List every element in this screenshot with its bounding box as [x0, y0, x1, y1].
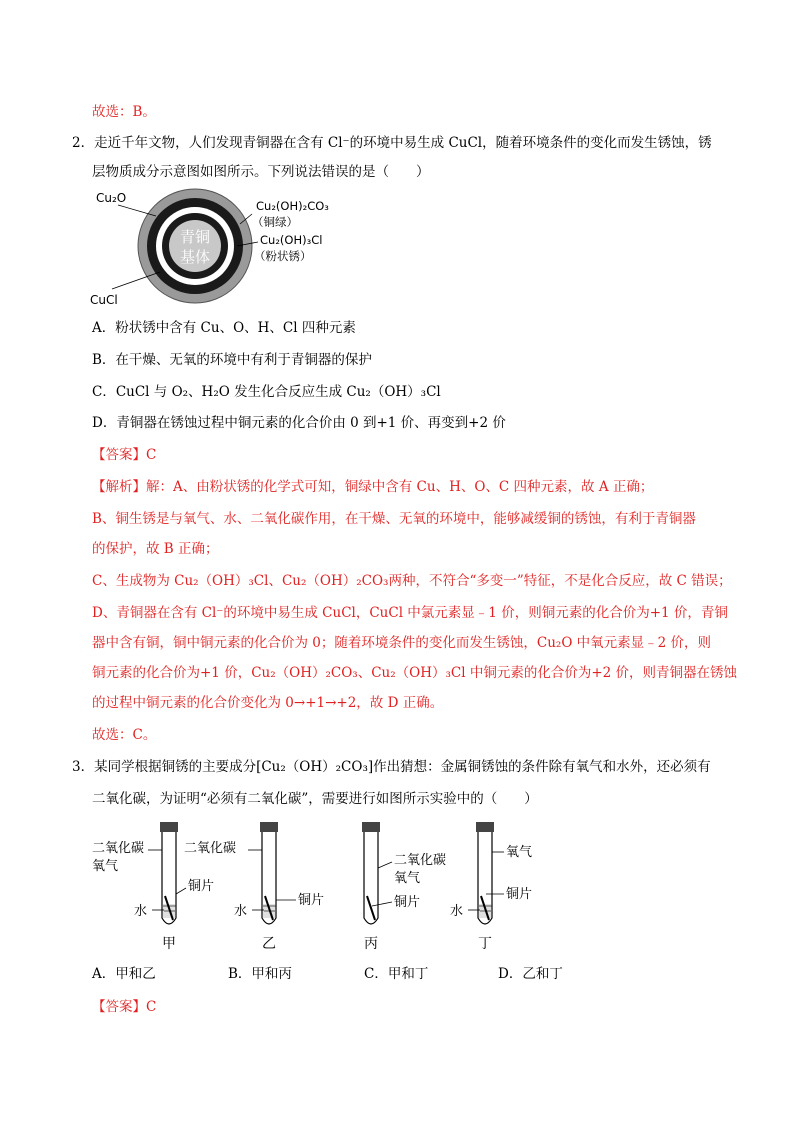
q2-analysis-2: B、铜生锈是与氧气、水、二氧化碳作用，在干燥、无氧的环境中，能够减缓铜的锈蚀，有利于青铜器 — [92, 511, 696, 527]
tube-jia-gas2: 氧气 — [92, 859, 119, 874]
label-tonglv-name: （铜绿） — [252, 215, 298, 229]
tube-ding-name: 丁 — [478, 936, 492, 952]
tube-bing-gas2: 氧气 — [394, 871, 421, 886]
q2-stem-line1: 2．走近千年文物，人们发现青铜器在含有 Cl⁻的环境中易生成 CuCl，随着环境条件的变化而发生锈蚀，锈 — [72, 135, 712, 151]
q2-analysis-8: 的过程中铜元素的化合价变化为 0→+1→+2，故 D 正确。 — [92, 695, 444, 711]
tube-yi-copper: 铜片 — [298, 893, 325, 908]
tube-jia-copper: 铜片 — [188, 879, 215, 894]
q3-option-a: A．甲和乙 — [92, 966, 156, 982]
tube-yi-gas1: 二氧化碳 — [184, 841, 237, 856]
tube-ding-water: 水 — [450, 904, 464, 919]
q3-answer: 【答案】C — [92, 999, 157, 1015]
label-cu2o: Cu₂O — [96, 191, 127, 205]
tube-bing-name: 丙 — [364, 936, 378, 952]
tube-ding-copper: 铜片 — [506, 887, 533, 902]
tube-bing-gas1: 二氧化碳 — [394, 853, 447, 868]
q2-analysis-7: 铜元素的化合价为+1 价，Cu₂（OH）₂CO₃、Cu₂（OH）₃Cl 中铜元素的化合价为+2 价，则青铜器在锈蚀 — [92, 665, 738, 681]
tube-bing-copper: 铜片 — [394, 895, 421, 910]
rust-layer-diagram — [88, 186, 348, 308]
q3-option-d: D．乙和丁 — [498, 966, 563, 982]
tube-yi-water: 水 — [234, 904, 248, 919]
tube-ding-gas1: 氧气 — [506, 845, 533, 860]
q2-analysis-5: D、青铜器在含有 Cl⁻的环境中易生成 CuCl，CuCl 中氯元素显﹣1 价，则铜元素的化合价为+1 价，青铜 — [92, 605, 728, 621]
tube-jia-water: 水 — [134, 904, 148, 919]
tube-bing — [362, 822, 446, 952]
q3-stem-line2: 二氧化碳，为证明“必须有二氧化碳”，需要进行如图所示实验中的（ ） — [92, 791, 538, 807]
label-fenzhuang-formula: Cu₂(OH)₃Cl — [260, 233, 323, 247]
q2-analysis-3: 的保护，故 B 正确； — [92, 541, 219, 557]
core-label-2: 基体 — [179, 248, 211, 266]
q3-option-b: B．甲和丙 — [228, 966, 292, 982]
q2-conclusion: 故选：C。 — [92, 727, 157, 743]
q2-option-b: B．在干燥、无氧的环境中有利于青铜器的保护 — [92, 352, 372, 368]
label-cucl: CuCl — [90, 293, 118, 307]
q2-analysis-4: C、生成物为 Cu₂（OH）₃Cl、Cu₂（OH）₂CO₃两种，不符合“多变一”特征，不是化合反应，故 C 错误； — [92, 573, 732, 589]
q3-option-c: C．甲和丁 — [364, 966, 429, 982]
q2-analysis-1: 【解析】解：A、由粉状锈的化学式可知，铜绿中含有 Cu、H、O、C 四种元素，故 A 正确； — [92, 479, 654, 495]
q2-analysis-6: 器中含有铜，铜中铜元素的化合价为 0；随着环境条件的变化而发生锈蚀，Cu₂O 中氧元素显﹣2 价，则 — [92, 635, 712, 651]
q2-option-a: A．粉状锈中含有 Cu、O、H、Cl 四种元素 — [92, 320, 356, 336]
tube-jia-gas1: 二氧化碳 — [92, 841, 145, 856]
q3-stem-line1: 3．某同学根据铜锈的主要成分[Cu₂（OH）₂CO₃]作出猜想：金属铜锈蚀的条件除有氧气和水外，还必须有 — [72, 759, 711, 775]
q2-stem-line2: 层物质成分示意图如图所示。下列说法错误的是（ ） — [92, 164, 430, 180]
q1-conclusion: 故选：B。 — [92, 104, 156, 120]
q2-option-c: C．CuCl 与 O₂、H₂O 发生化合反应生成 Cu₂（OH）₃Cl — [92, 384, 441, 400]
core-label-1: 青铜 — [179, 228, 211, 246]
tube-yi-name: 乙 — [262, 936, 276, 952]
tube-ding — [450, 822, 532, 952]
tube-jia-name: 甲 — [162, 936, 176, 952]
test-tube-experiment — [88, 818, 558, 960]
q2-option-d: D．青铜器在锈蚀过程中铜元素的化合价由 0 到+1 价、再变到+2 价 — [92, 415, 506, 431]
q2-answer: 【答案】C — [92, 447, 157, 463]
label-tonglv-formula: Cu₂(OH)₂CO₃ — [256, 199, 329, 213]
label-fenzhuang-name: （粉状锈） — [254, 249, 312, 263]
